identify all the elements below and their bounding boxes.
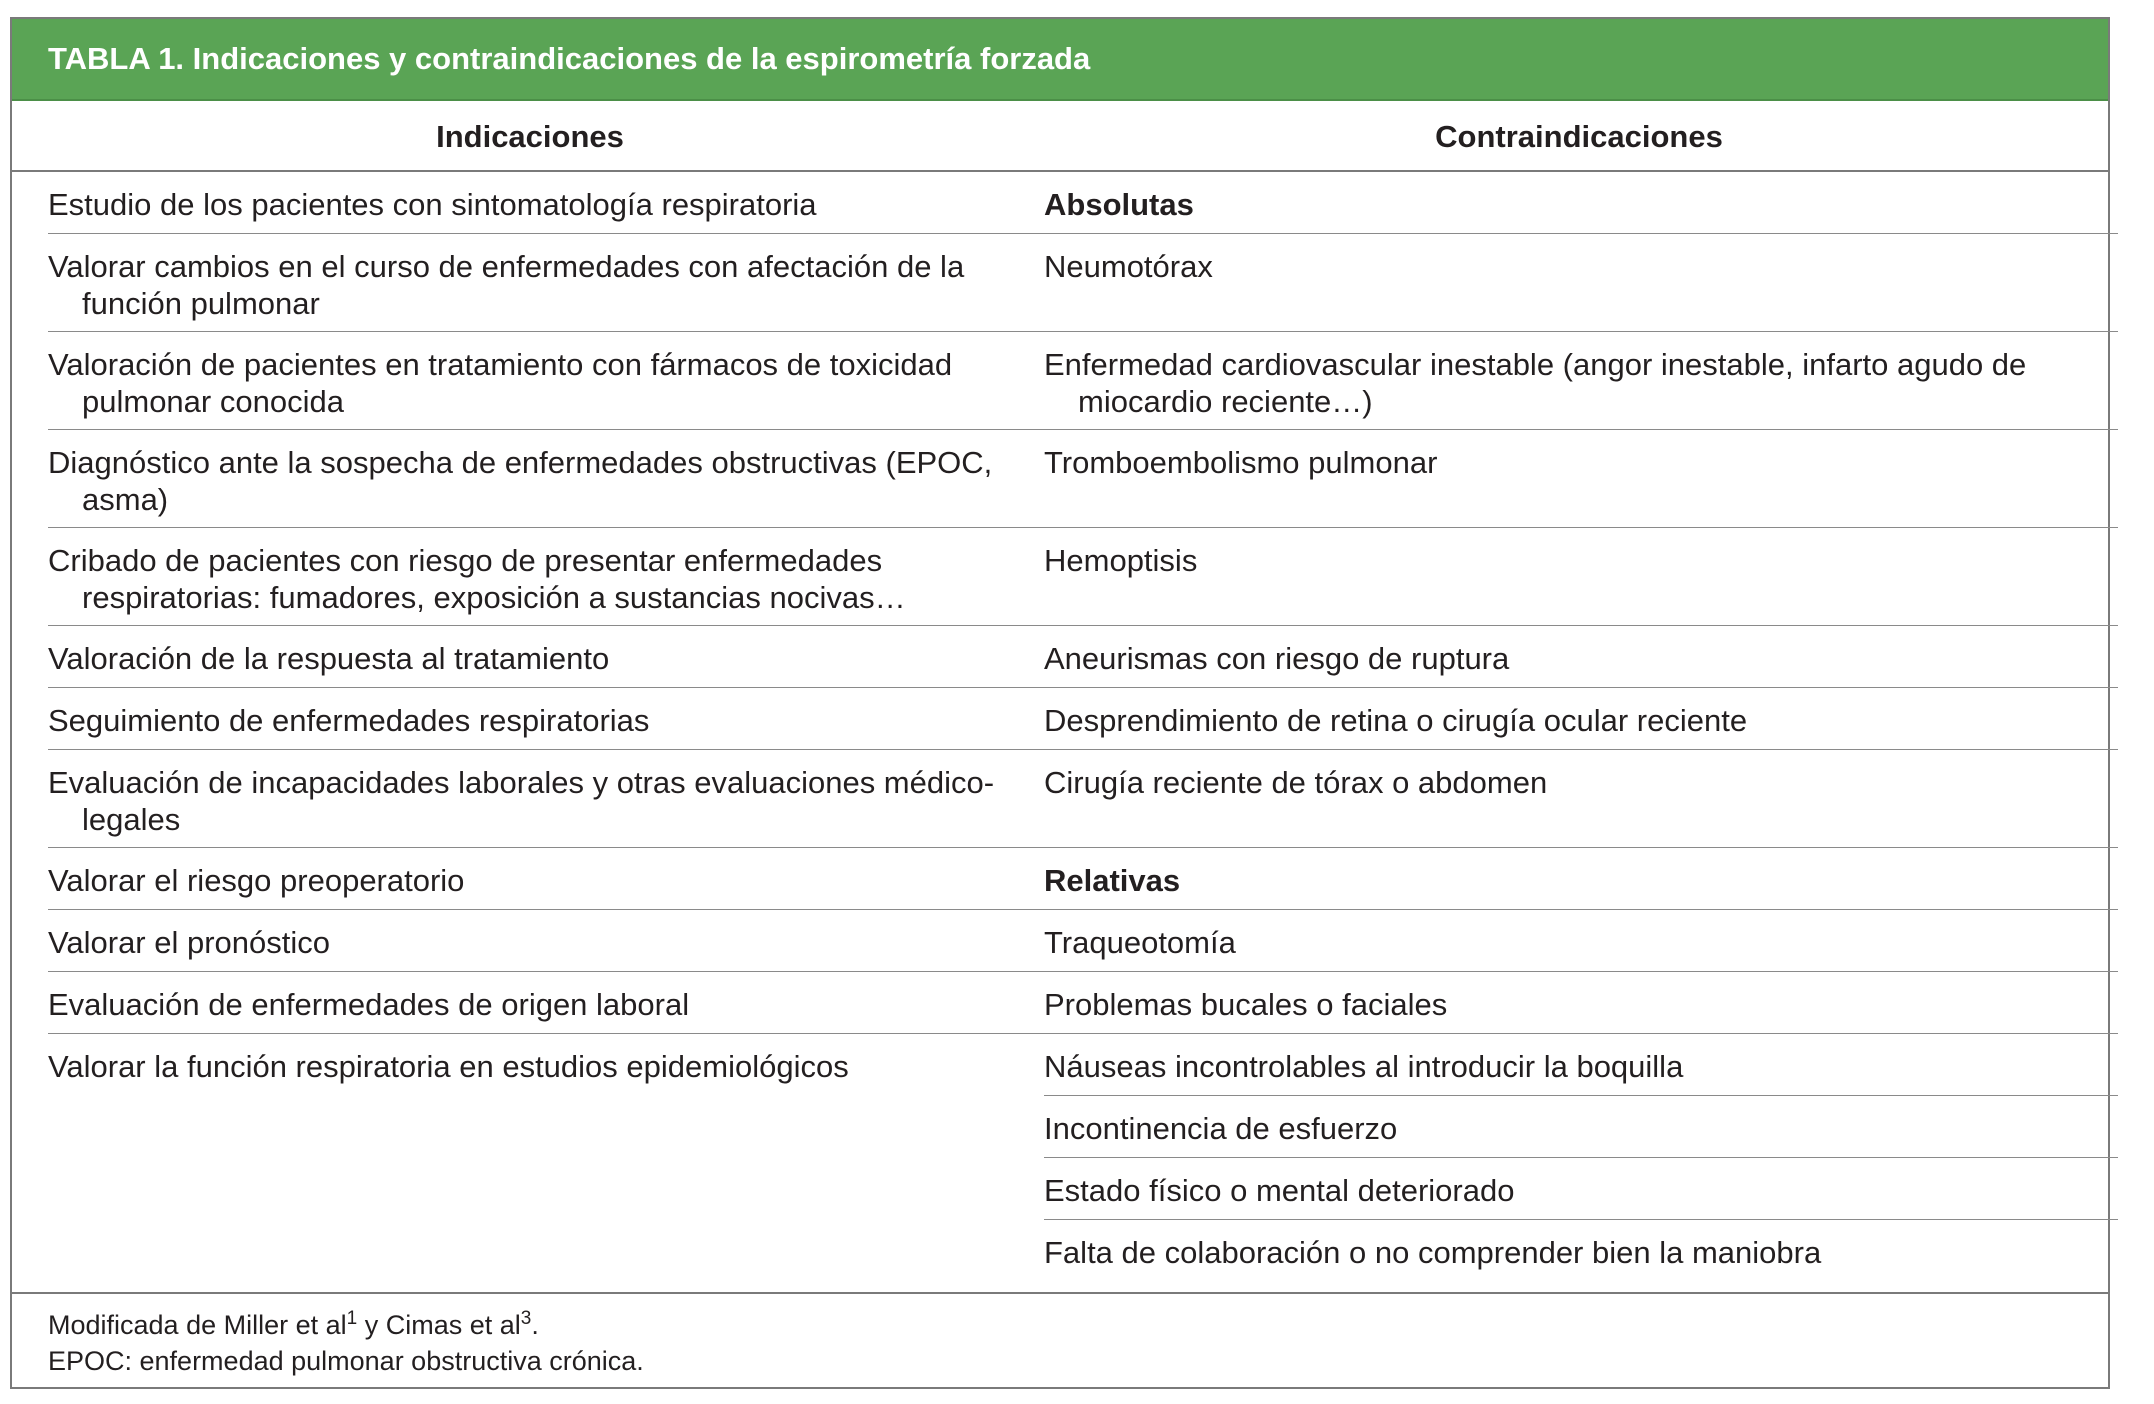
indication-row: Evaluación de incapacidades laborales y otras evaluaciones médico-legales (48, 750, 1052, 848)
indication-row: Valorar el pronóstico (48, 910, 1052, 972)
contraindication-row: Tromboembolismo pulmonar (1044, 430, 2118, 528)
table-title: TABLA 1. Indicaciones y contraindicaciones de la espirometría forzada (48, 41, 1091, 76)
indication-row: Valorar cambios en el curso de enfermedades con afectación de la función pulmonar (48, 234, 1052, 332)
contraindication-row: Enfermedad cardiovascular inestable (angor inestable, infarto agudo de miocardio reciente…) (1044, 332, 2118, 430)
table-footnote (12, 1292, 2108, 1388)
contraindication-row: Estado físico o mental deteriorado (1044, 1158, 2118, 1220)
contraindication-row: Problemas bucales o faciales (1044, 972, 2118, 1034)
contraindication-row: Neumotórax (1044, 234, 2118, 332)
reference-1: 1 (346, 1308, 358, 1329)
contraindication-row: Incontinencia de esfuerzo (1044, 1096, 2118, 1158)
indication-row: Diagnóstico ante la sospecha de enfermedades obstructivas (EPOC, asma) (48, 430, 1052, 528)
contraindication-row: Desprendimiento de retina o cirugía ocular reciente (1044, 688, 2118, 750)
contraindication-group-heading: Relativas (1044, 848, 2118, 910)
contraindication-row: Aneurismas con riesgo de ruptura (1044, 626, 2118, 688)
contraindication-row: Traqueotomía (1044, 910, 2118, 972)
footnote-abbreviation: EPOC: enfermedad pulmonar obstructiva crónica. (48, 1346, 644, 1376)
indication-row: Valorar el riesgo preoperatorio (48, 848, 1052, 910)
table-title-bar (12, 19, 2108, 101)
indication-row: Valoración de pacientes en tratamiento con fármacos de toxicidad pulmonar conocida (48, 332, 1052, 430)
contraindication-row: Hemoptisis (1044, 528, 2118, 626)
table-frame (10, 17, 2110, 1389)
indication-row: Cribado de pacientes con riesgo de presentar enfermedades respiratorias: fumadores, exposición a sustancias nocivas… (48, 528, 1052, 626)
indications-column (48, 172, 1052, 1096)
header-contraindications: Contraindicaciones (1435, 119, 1723, 154)
header-indications: Indicaciones (436, 119, 624, 154)
indication-row: Estudio de los pacientes con sintomatología respiratoria (48, 172, 1052, 234)
contraindication-row: Cirugía reciente de tórax o abdomen (1044, 750, 2118, 848)
indication-row: Seguimiento de enfermedades respiratorias (48, 688, 1052, 750)
table-header-row (12, 101, 2108, 172)
reference-3: 3 (520, 1308, 532, 1329)
footnote-source: Modificada de Miller et $al^1$ y Cimas et $al^3$. (48, 1308, 539, 1340)
indication-row: Valorar la función respiratoria en estudios epidemiológicos (48, 1049, 849, 1084)
contraindication-row: Náuseas incontrolables al introducir la boquilla (1044, 1034, 2118, 1096)
contraindication-row: Falta de colaboración o no comprender bien la maniobra (1044, 1235, 1822, 1270)
indication-row: Valoración de la respuesta al tratamiento (48, 626, 1052, 688)
contraindications-column (1044, 172, 2118, 1282)
indication-row: Evaluación de enfermedades de origen laboral (48, 972, 1052, 1034)
contraindication-group-heading: Absolutas (1044, 172, 2118, 234)
